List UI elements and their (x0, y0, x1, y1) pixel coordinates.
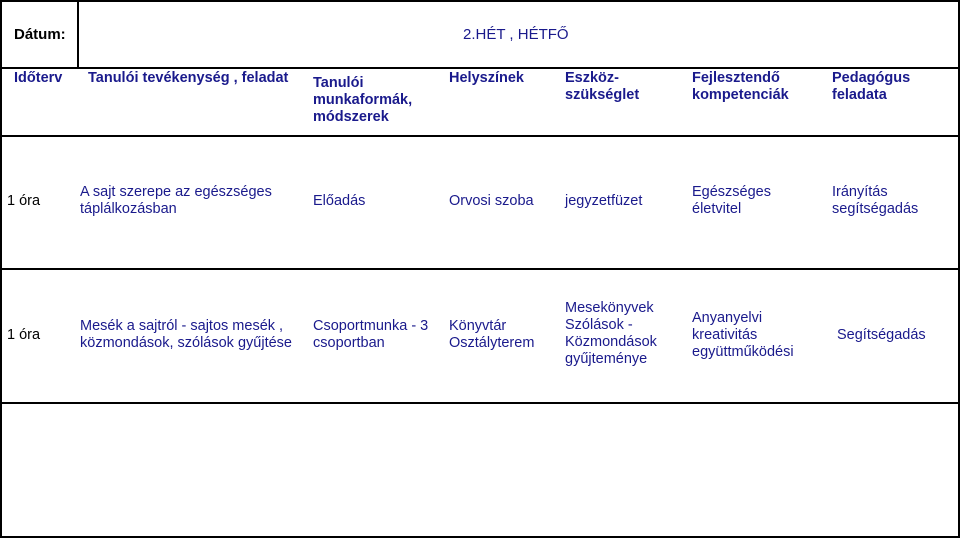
row2-pedagogus: Segítségadás (837, 327, 926, 343)
header-kompetenciak: Fejlesztendő kompetenciák (692, 70, 789, 103)
row1-eszkoz: jegyzetfüzet (565, 193, 643, 209)
header-munkaformak: Tanulói munkaformák, módszerek (313, 75, 413, 125)
date-label: Dátum: (14, 26, 66, 43)
row2-munkaforma: Csoportmunka - 3 csoportban (313, 318, 429, 351)
header-helyszinek: Helyszínek (449, 70, 524, 86)
header-idoterv: Időterv (14, 70, 63, 86)
row1-ido: 1 óra (7, 193, 41, 209)
row2-kompetencia: Anyanyelvi kreativitás együttműködési (692, 310, 794, 360)
header-tevekenyseg: Tanulói tevékenység , feladat (88, 70, 289, 86)
page-title: 2.HÉT , HÉTFŐ (463, 26, 569, 43)
row2-tevekenyseg: Mesék a sajtról - sajtos mesék , közmondások, szólások gyűjtése (80, 318, 292, 351)
row2-ido: 1 óra (7, 327, 41, 343)
row2-helyszin: Könyvtár Osztályterem (449, 318, 535, 351)
row1-munkaforma: Előadás (313, 193, 366, 209)
row1-helyszin: Orvosi szoba (449, 193, 534, 209)
header-eszkoz: Eszköz- szükséglet (565, 70, 640, 103)
header-pedagogus: Pedagógus feladata (832, 70, 911, 103)
row1-pedagogus: Irányítás segítségadás (832, 184, 919, 217)
row1-tevekenyseg: A sajt szerepe az egészséges táplálkozásban (80, 184, 272, 217)
row2-eszkoz: Mesekönyvek Szólások - Közmondások gyűjteménye (565, 300, 657, 367)
row1-kompetencia: Egészséges életvitel (692, 184, 771, 217)
